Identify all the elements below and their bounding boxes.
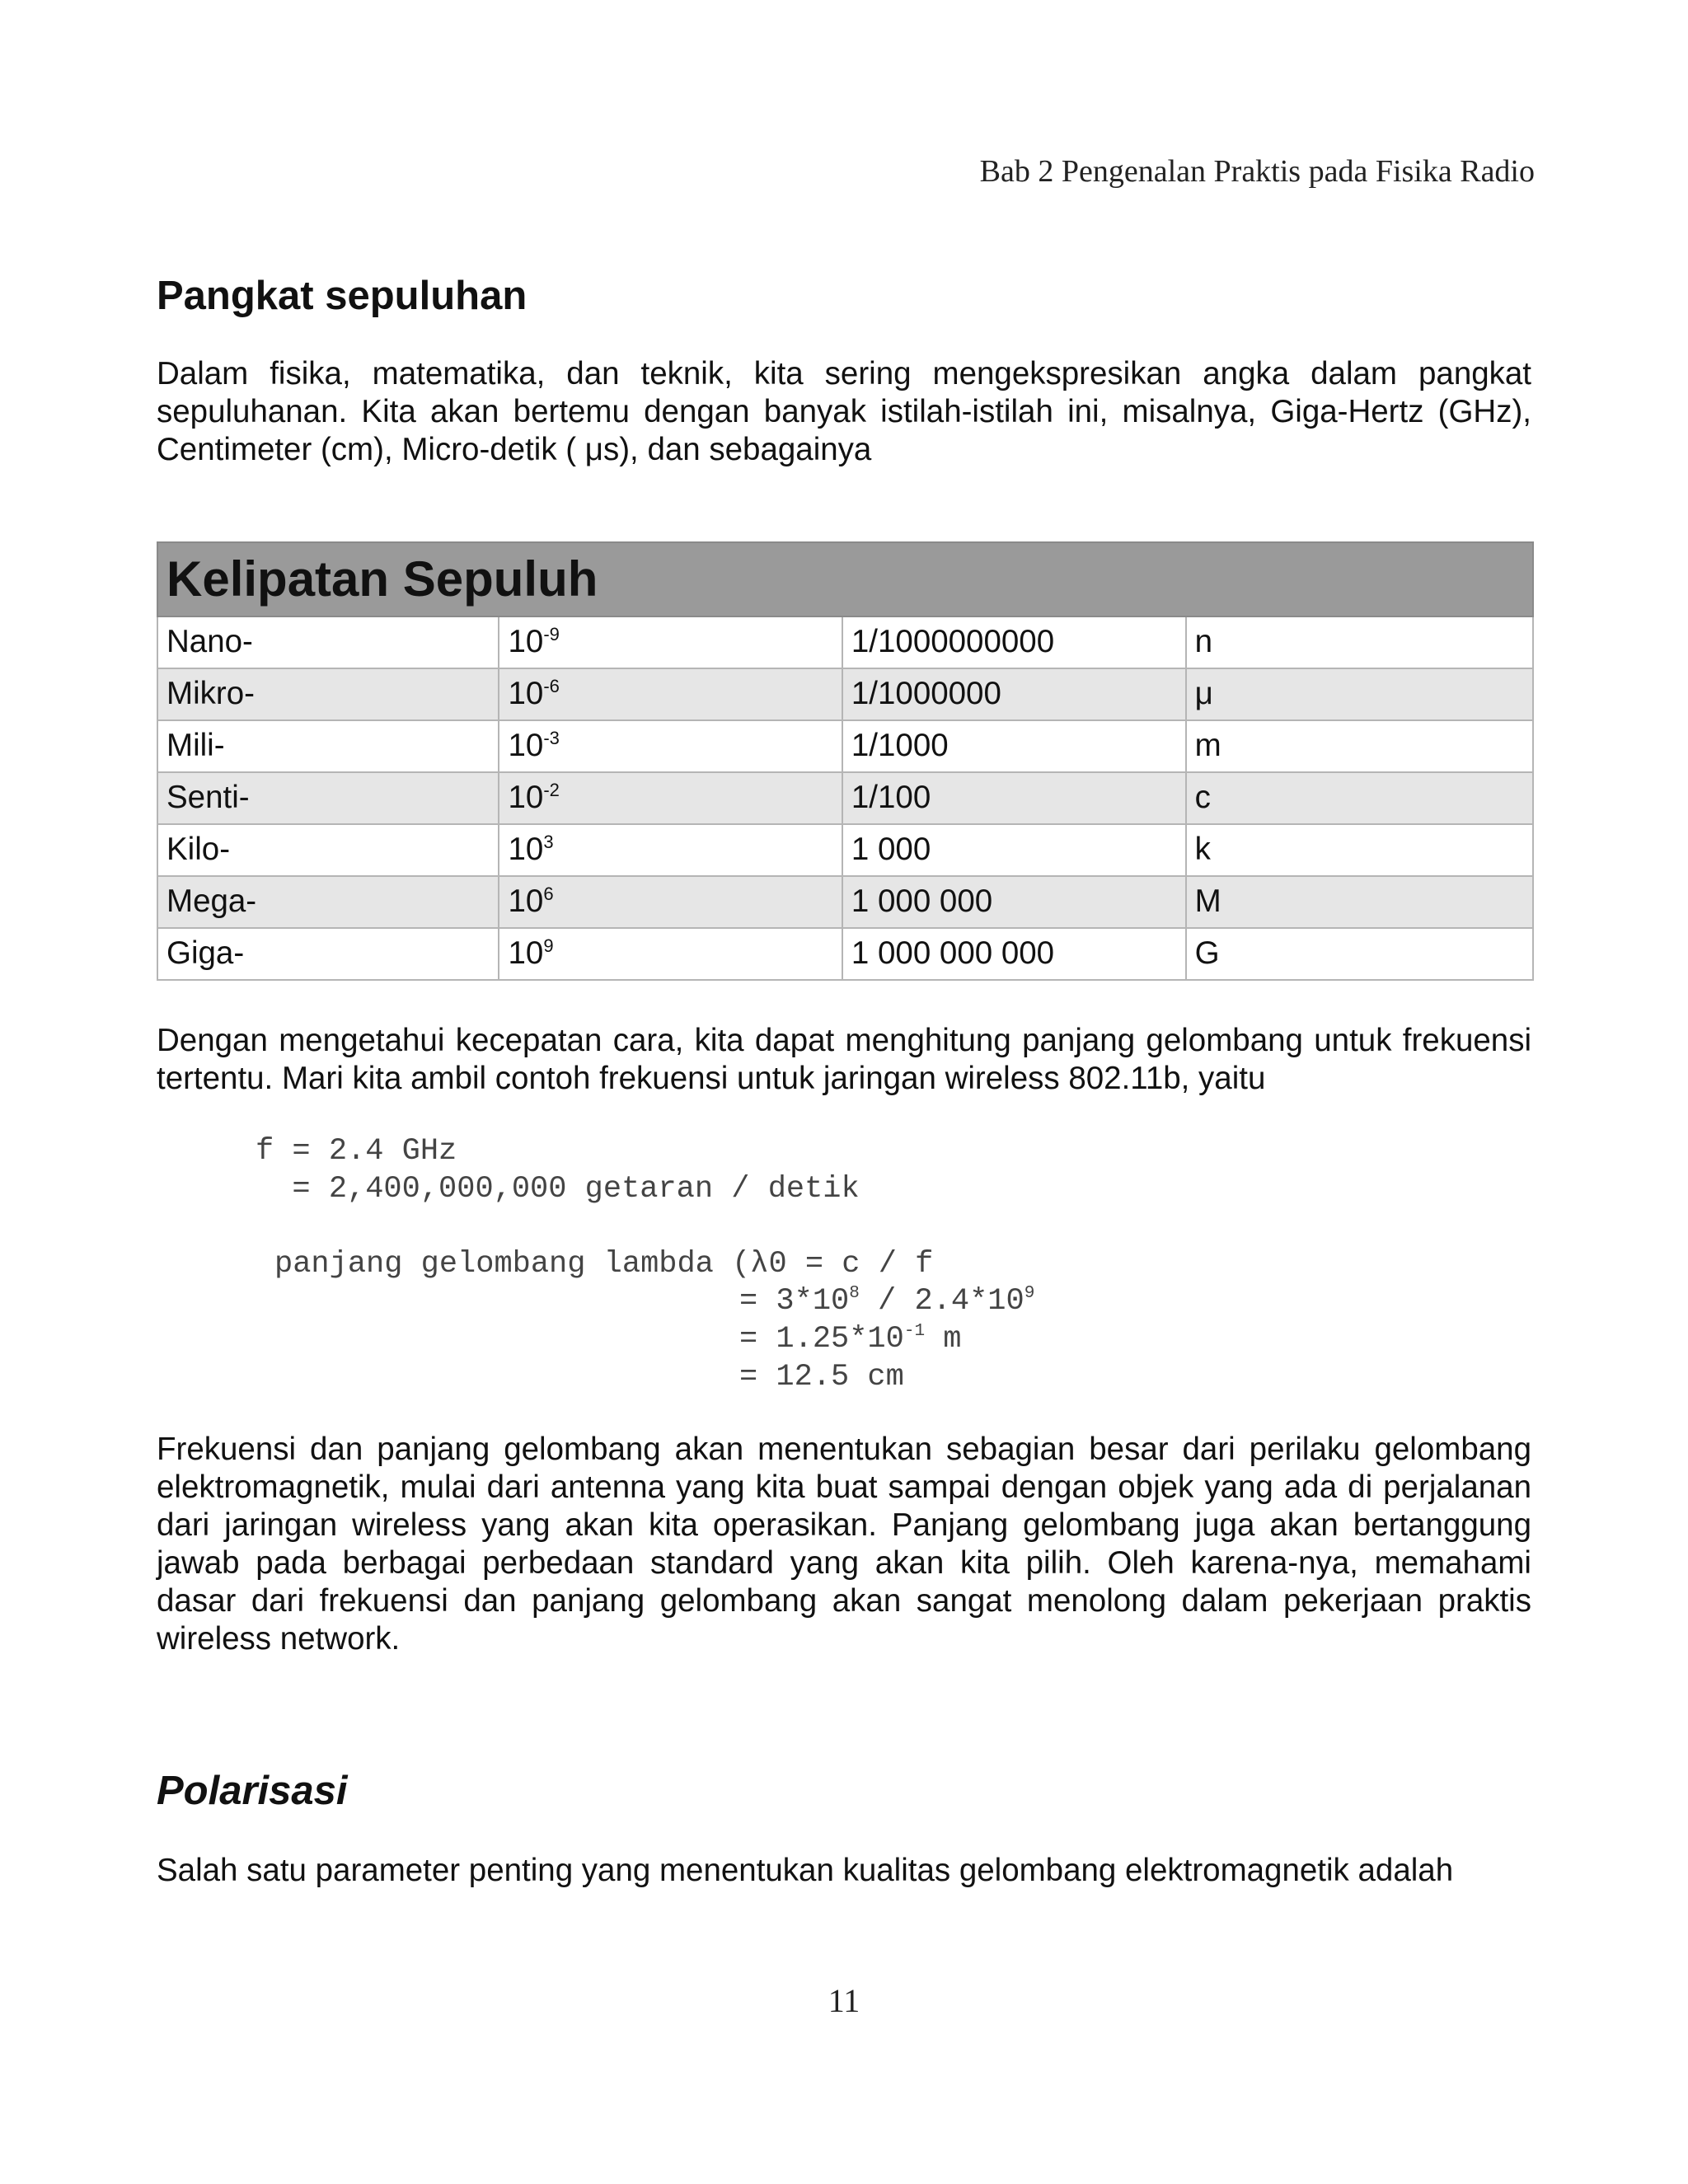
power-base: 10	[508, 832, 544, 868]
table-row	[157, 616, 1533, 668]
power-exponent: -3	[543, 728, 560, 749]
table-row	[157, 876, 1533, 928]
value-cell: 1 000 000	[842, 876, 1186, 928]
calc-line4-c: / 2.4*10	[859, 1283, 1025, 1319]
calc-line5-exp: -1	[903, 1321, 926, 1341]
wavelength-paragraph: Dengan mengetahui kecepatan cara, kita dapat menghitung panjang gelombang untuk frekuensi tertentu. Mari kita ambil contoh frekuensi untuk jaringan wireless 802.11b, yaitu	[157, 1022, 1531, 1096]
prefix-cell: Mili-	[157, 720, 499, 772]
prefix-cell: Giga-	[157, 928, 499, 980]
value-cell: 1/1000000000	[842, 616, 1186, 668]
power-base: 10	[508, 728, 544, 764]
power-cell	[499, 772, 842, 824]
table-row	[157, 668, 1533, 720]
calc-line4-exp-2: 9	[1024, 1283, 1035, 1303]
calc-line5-c: m	[925, 1321, 962, 1357]
power-base: 10	[508, 676, 544, 712]
value-cell: 1/1000	[842, 720, 1186, 772]
value-cell: 1 000	[842, 824, 1186, 876]
symbol-cell: G	[1186, 928, 1533, 980]
symbol-cell: m	[1186, 720, 1533, 772]
power-cell	[499, 824, 842, 876]
value-cell: 1/100	[842, 772, 1186, 824]
power-exponent: 9	[543, 935, 554, 957]
intro-paragraph: Dalam fisika, matematika, dan teknik, kita sering mengekspresikan angka dalam pangkat sepuluhanan. Kita akan bertemu dengan banyak istilah-istilah ini, misalnya, Giga-Hertz (GHz), Centimeter (cm), Micro-detik ( μs), dan sebagainya	[157, 355, 1531, 467]
table-body	[157, 616, 1533, 980]
table-row	[157, 720, 1533, 772]
power-exponent: -6	[543, 676, 560, 697]
power-cell	[499, 616, 842, 668]
value-cell: 1/1000000	[842, 668, 1186, 720]
polarisasi-paragraph: Salah satu parameter penting yang menentukan kualitas gelombang elektromagnetik adalah	[157, 1852, 1454, 1888]
page-content	[157, 272, 1531, 1890]
section-title-polarisasi: Polarisasi	[157, 1768, 348, 1813]
power-base: 10	[508, 883, 544, 920]
power-cell	[499, 876, 842, 928]
symbol-cell: n	[1186, 616, 1533, 668]
running-header: Bab 2 Pengenalan Praktis pada Fisika Radio	[979, 154, 1535, 189]
power-exponent: 3	[543, 832, 554, 853]
section-title-pangkat-sepuluhan: Pangkat sepuluhan	[157, 274, 528, 318]
power-cell	[499, 668, 842, 720]
power-exponent: -9	[543, 624, 560, 645]
calc-line5-a: = 1.25*10	[739, 1321, 904, 1357]
power-base: 10	[508, 624, 544, 660]
calc-line4-exp-1: 8	[849, 1283, 860, 1303]
symbol-cell: M	[1186, 876, 1533, 928]
symbol-cell: c	[1186, 772, 1533, 824]
power-cell	[499, 928, 842, 980]
prefix-cell: Senti-	[157, 772, 499, 824]
symbol-cell: μ	[1186, 668, 1533, 720]
calc-line4-a: = 3*10	[739, 1283, 850, 1319]
power-cell	[499, 720, 842, 772]
calc-line-frequency: f = 2.4 GHz	[256, 1133, 457, 1169]
power-base: 10	[508, 935, 544, 972]
prefix-cell: Mega-	[157, 876, 499, 928]
powers-of-ten-table	[157, 541, 1534, 981]
power-exponent: 6	[543, 883, 554, 905]
table-row	[157, 772, 1533, 824]
wavelength-calculation	[157, 1132, 1531, 1396]
power-exponent: -2	[543, 780, 560, 801]
prefix-cell: Nano-	[157, 616, 499, 668]
page-number: 11	[828, 1982, 860, 2019]
calc-line-cycles: = 2,400,000,000 getaran / detik	[256, 1171, 860, 1207]
prefix-cell: Mikro-	[157, 668, 499, 720]
calc-line-substitution	[739, 1282, 1034, 1320]
calc-line-lambda: panjang gelombang lambda (λ0 = c / f	[274, 1246, 934, 1282]
power-base: 10	[508, 780, 544, 816]
prefix-cell: Kilo-	[157, 824, 499, 876]
calc-line-result-cm: = 12.5 cm	[739, 1359, 904, 1394]
table-title: Kelipatan Sepuluh	[157, 542, 1533, 616]
table-row	[157, 824, 1533, 876]
calc-line-result-exp	[739, 1320, 961, 1358]
value-cell: 1 000 000 000	[842, 928, 1186, 980]
table-row	[157, 928, 1533, 980]
symbol-cell: k	[1186, 824, 1533, 876]
frequency-paragraph: Frekuensi dan panjang gelombang akan menentukan sebagian besar dari perilaku gelombang elektromagnetik, mulai dari antenna yang kita buat sampai dengan objek yang ada di perjalanan dari jaringan wireless yang akan kita operasikan. Panjang gelombang juga akan bertanggung jawab pada berbagai perbedaan standard yang akan kita pilih. Oleh karena-nya, memahami dasar dari frekuensi dan panjang gelombang akan sangat menolong dalam pekerjaan praktis wireless network.	[157, 1431, 1531, 1657]
